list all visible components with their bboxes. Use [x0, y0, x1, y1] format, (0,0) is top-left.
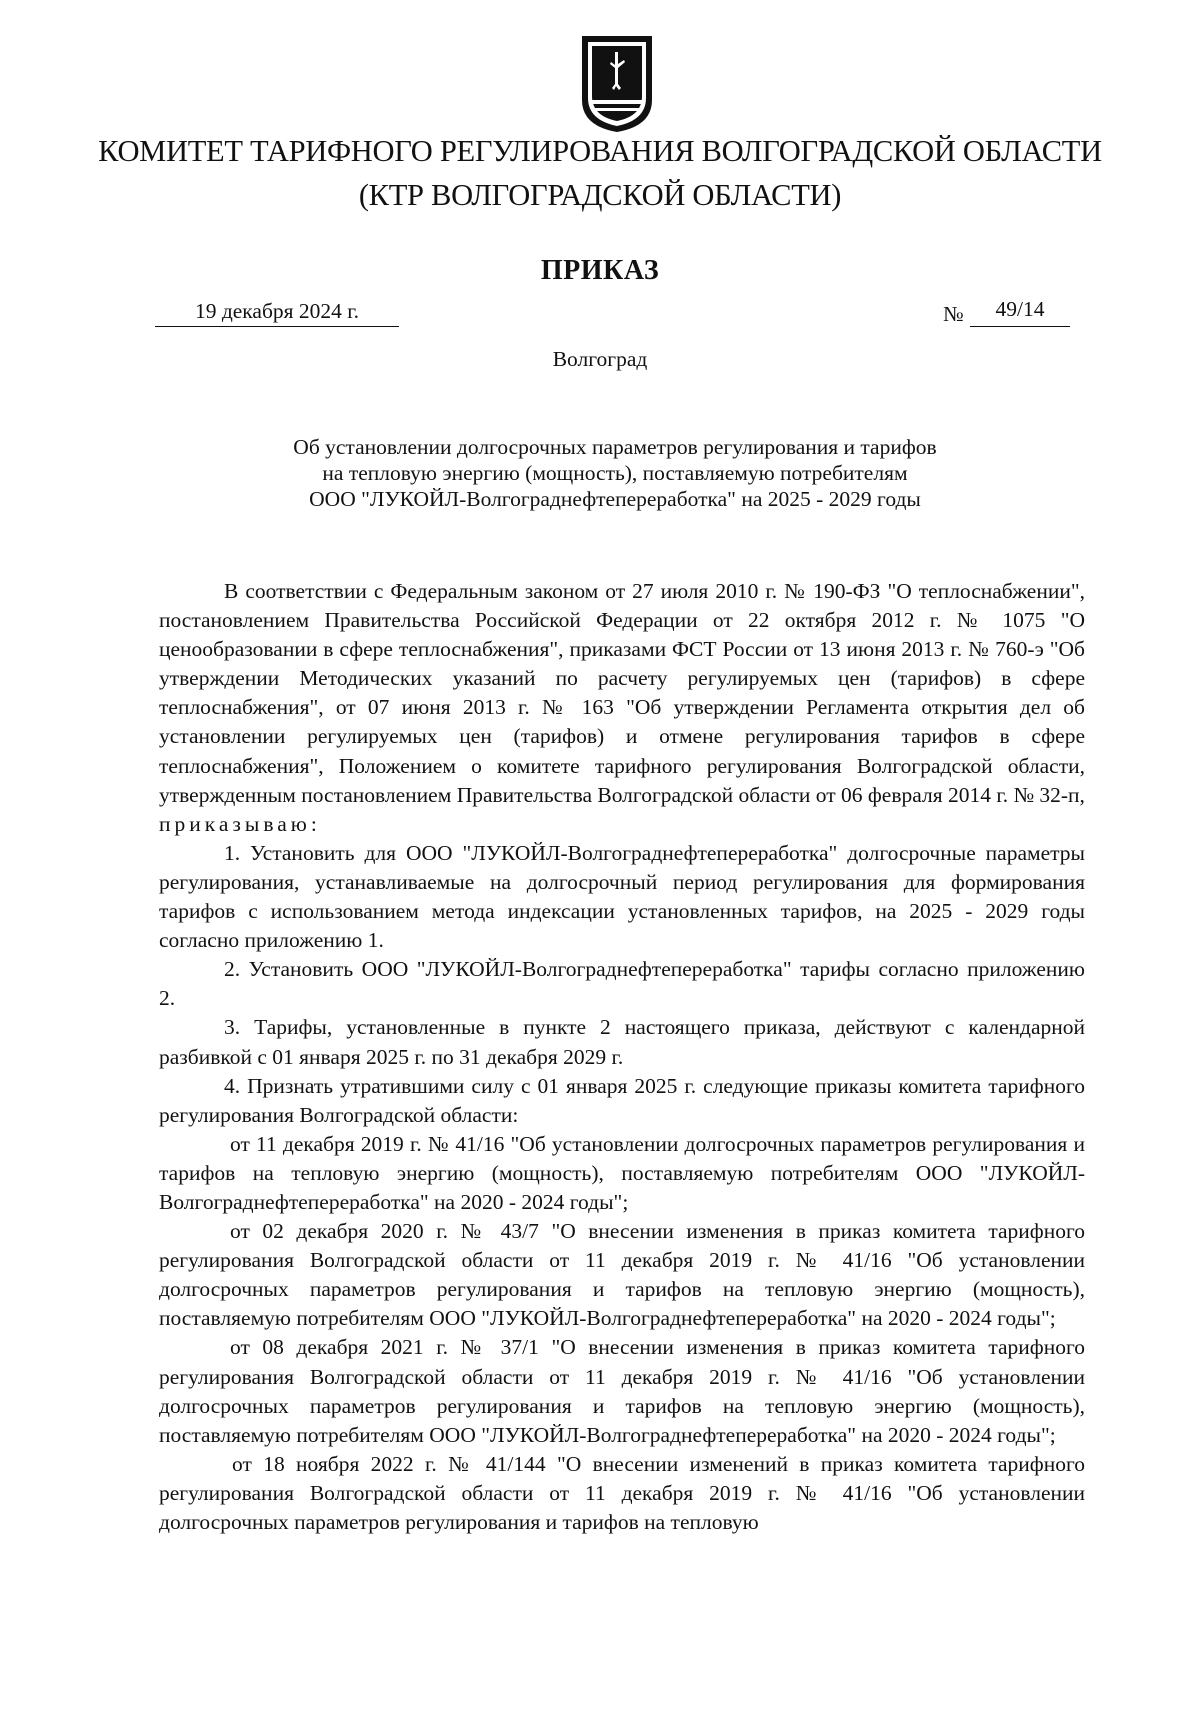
order-date: 19 декабря 2024 г.: [155, 299, 399, 327]
organization-name: КОМИТЕТ ТАРИФНОГО РЕГУЛИРОВАНИЯ ВОЛГОГРАДСКОЙ ОБЛАСТИ: [98, 134, 1102, 168]
order-subject: [190, 434, 1040, 512]
repealed-order-1: от 11 декабря 2019 г. № 41/16 "Об установлении долгосрочных параметров регулирования и тарифов на тепловую энергию (мощность), поставляемую потребителям ООО "ЛУКОЙЛ-Волгограднефтепереработка" на 2020 - 2024 годы";: [159, 1131, 1085, 1214]
city: Волгоград: [552, 347, 648, 371]
organization-abbreviation: (КТР ВОЛГОГРАДСКОЙ ОБЛАСТИ): [358, 178, 842, 212]
preamble-paragraph: В соответствии с Федеральным законом от 27 июля 2010 г. № 190-ФЗ "О теплоснабжении", постановлением Правительства Российской Федерации от 22 октября 2012 г. № 1075 "О ценообразовании в сфере теплоснабжения", приказами ФСТ России от 13 июня 2013 г. № 760-э "Об утверждении Методических указаний по расчету регулируемых цен (тарифов) в сфере теплоснабжения", от 07 июня 2013 г. № 163 "Об утверждении Регламента открытия дел об установлении регулируемых цен (тарифов) и отмене регулирования тарифов в сфере теплоснабжения", Положением о комитете тарифного регулирования Волгоградской области, утвержденным постановлением Правительства Волгоградской области от 06 февраля 2014 г. № 32-п,: [159, 579, 1085, 807]
repealed-order-2: от 02 декабря 2020 г. № 43/7 "О внесении изменения в приказ комитета тарифного регулирования Волгоградской области от 11 декабря 2019 г. № 41/16 "Об установлении долгосрочных параметров регулирования и тарифов на тепловую энергию (мощность), поставляемую потребителям ООО "ЛУКОЙЛ-Волгограднефтепереработка" на 2020 - 2024 годы";: [159, 1219, 1085, 1331]
order-body: [159, 577, 1085, 1537]
order-item-4: 4. Признать утратившими силу с 01 января 2025 г. следующие приказы комитета тарифного регулирования Волгоградской области:: [159, 1073, 1085, 1127]
subject-line: ООО "ЛУКОЙЛ-Волгограднефтепереработка" на 2025 - 2029 годы: [309, 487, 921, 511]
order-number: 49/14: [970, 297, 1070, 327]
order-item-2: 2. Установить ООО "ЛУКОЙЛ-Волгограднефтепереработка" тарифы согласно приложению 2.: [159, 957, 1085, 1011]
orders-word: приказываю:: [159, 811, 321, 836]
order-item-1: 1. Установить для ООО "ЛУКОЙЛ-Волгограднефтепереработка" долгосрочные параметры регулирования, устанавливаемые на долгосрочный период регулирования для формирования тарифов с использованием метода индексации установленных тарифов, на 2025 - 2029 годы согласно приложению 1.: [159, 840, 1085, 953]
order-item-3: 3. Тарифы, установленные в пункте 2 настоящего приказа, действуют с календарной разбивкой с 01 января 2025 г. по 31 декабря 2029 г.: [159, 1015, 1085, 1069]
order-number-label: №: [943, 302, 964, 326]
subject-line: на тепловую энергию (мощность), поставляемую потребителям: [322, 461, 908, 485]
coat-of-arms-icon: [580, 34, 654, 134]
repealed-order-4: от 18 ноября 2022 г. № 41/144 "О внесении изменений в приказ комитета тарифного регулирования Волгоградской области от 11 декабря 2019 г. № 41/16 "Об установлении долгосрочных параметров регулирования и тарифов на тепловую: [159, 1451, 1085, 1534]
document-type-title: ПРИКАЗ: [540, 255, 660, 286]
subject-line: Об установлении долгосрочных параметров регулирования и тарифов: [293, 435, 937, 459]
repealed-order-3: от 08 декабря 2021 г. № 37/1 "О внесении изменения в приказ комитета тарифного регулирования Волгоградской области от 11 декабря 2019 г. № 41/16 "Об установлении долгосрочных параметров регулирования и тарифов на тепловую энергию (мощность), поставляемую потребителям ООО "ЛУКОЙЛ-Волгограднефтепереработка" на 2020 - 2024 годы";: [159, 1335, 1085, 1447]
